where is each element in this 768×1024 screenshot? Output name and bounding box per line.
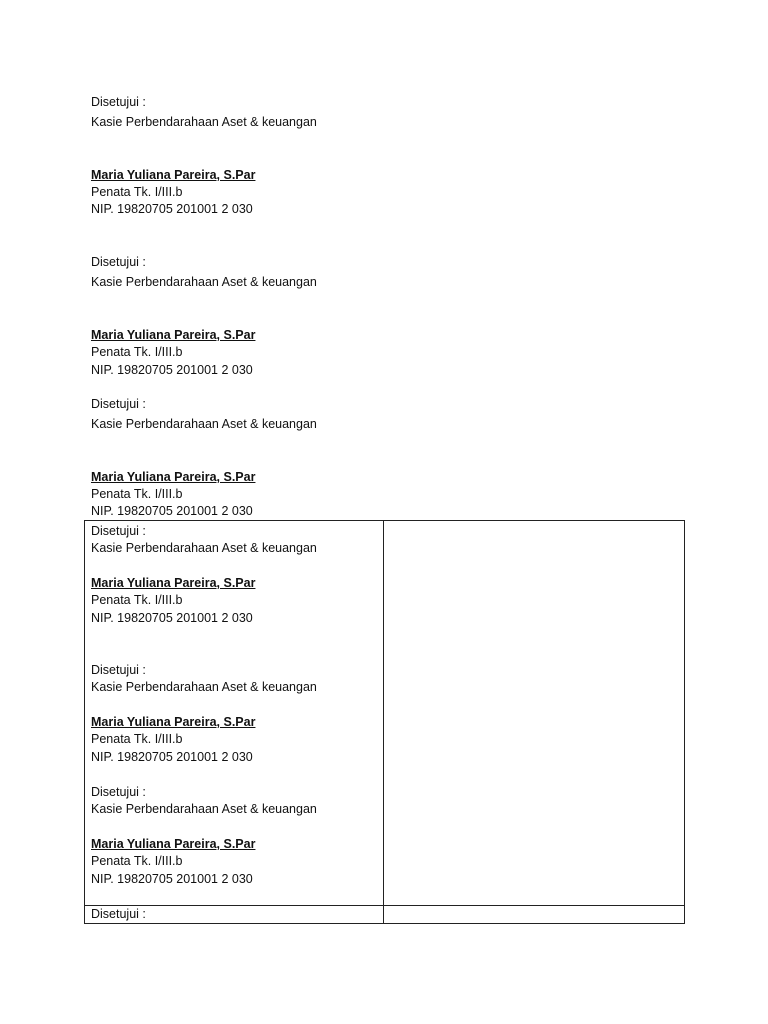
signatory-name: Maria Yuliana Pareira, S.Par <box>91 576 256 590</box>
signatory-nip: NIP. 19820705 201001 2 030 <box>91 504 253 518</box>
table-row <box>85 521 684 905</box>
signatory-rank: Penata Tk. I/III.b <box>91 854 183 868</box>
signatory-rank: Penata Tk. I/III.b <box>91 185 183 199</box>
approved-label: Disetujui : <box>91 95 146 109</box>
position-title: Kasie Perbendarahaan Aset & keuangan <box>91 275 317 289</box>
table-cell-left <box>85 521 384 905</box>
signatory-name: Maria Yuliana Pareira, S.Par <box>91 168 256 182</box>
signatory-nip: NIP. 19820705 201001 2 030 <box>91 750 253 764</box>
signatory-name: Maria Yuliana Pareira, S.Par <box>91 837 256 851</box>
signatory-nip: NIP. 19820705 201001 2 030 <box>91 363 253 377</box>
approval-table <box>84 520 685 924</box>
signatory-rank: Penata Tk. I/III.b <box>91 345 183 359</box>
signatory-name: Maria Yuliana Pareira, S.Par <box>91 328 256 342</box>
signatory-rank: Penata Tk. I/III.b <box>91 732 183 746</box>
position-title: Kasie Perbendarahaan Aset & keuangan <box>91 115 317 129</box>
signatory-nip: NIP. 19820705 201001 2 030 <box>91 611 253 625</box>
table-cell-left <box>85 906 384 923</box>
position-title: Kasie Perbendarahaan Aset & keuangan <box>91 541 317 555</box>
signatory-name: Maria Yuliana Pareira, S.Par <box>91 470 256 484</box>
signatory-name: Maria Yuliana Pareira, S.Par <box>91 715 256 729</box>
table-cell-right <box>384 906 684 923</box>
position-title: Kasie Perbendarahaan Aset & keuangan <box>91 680 317 694</box>
position-title: Kasie Perbendarahaan Aset & keuangan <box>91 802 317 816</box>
approved-label: Disetujui : <box>91 397 146 411</box>
position-title: Kasie Perbendarahaan Aset & keuangan <box>91 417 317 431</box>
approved-label: Disetujui : <box>91 524 146 538</box>
approved-label: Disetujui : <box>91 255 146 269</box>
signatory-rank: Penata Tk. I/III.b <box>91 487 183 501</box>
signatory-nip: NIP. 19820705 201001 2 030 <box>91 872 253 886</box>
signatory-nip: NIP. 19820705 201001 2 030 <box>91 202 253 216</box>
table-cell-right <box>384 521 684 905</box>
approved-label: Disetujui : <box>91 785 146 799</box>
table-row <box>85 905 684 923</box>
approved-label: Disetujui : <box>91 907 146 921</box>
approved-label: Disetujui : <box>91 663 146 677</box>
signatory-rank: Penata Tk. I/III.b <box>91 593 183 607</box>
